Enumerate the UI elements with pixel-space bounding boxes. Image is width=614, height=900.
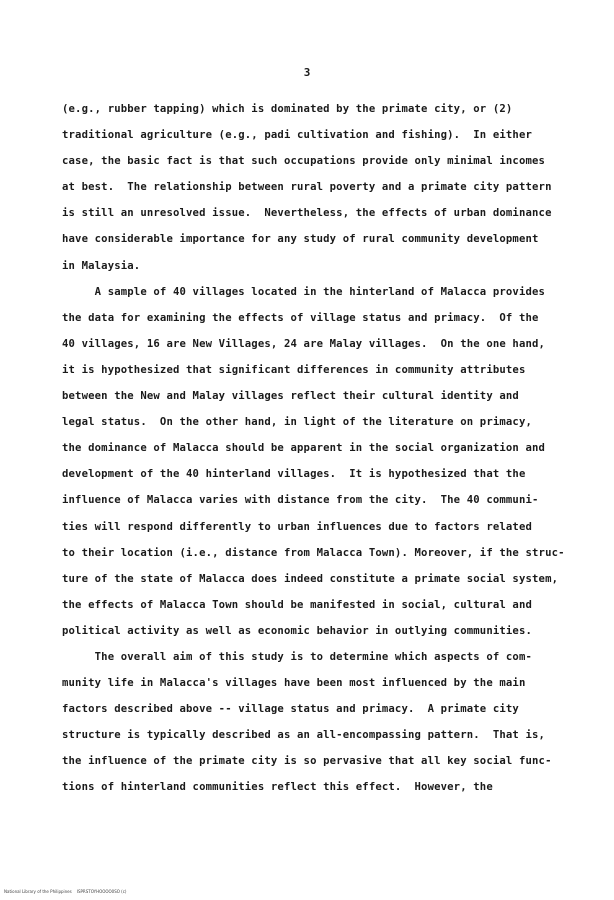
text-line: legal status. On the other hand, in light of the literature on primacy, bbox=[62, 416, 533, 429]
text-line: it is hypothesized that significant differences in community attributes bbox=[62, 363, 526, 376]
page-number: 3 bbox=[303, 66, 311, 79]
text-line: at best. The relationship between rural poverty and a primate city pattern bbox=[62, 181, 552, 194]
text-line: is still an unresolved issue. Nevertheless, the effects of urban dominance bbox=[62, 207, 552, 220]
text-line: the influence of the primate city is so pervasive that all key social func- bbox=[62, 755, 552, 768]
text-line: case, the basic fact is that such occupations provide only minimal incomes bbox=[62, 155, 546, 168]
text-line: between the New and Malay villages reflect their cultural identity and bbox=[62, 390, 519, 403]
text-line: political activity as well as economic behavior in outlying communities. bbox=[62, 624, 533, 637]
text-line: traditional agriculture (e.g., padi cultivation and fishing). In either bbox=[62, 129, 533, 142]
text-line: the dominance of Malacca should be apparent in the social organization and bbox=[62, 442, 546, 455]
text-line: have considerable importance for any study of rural community development bbox=[62, 233, 539, 246]
text-line: development of the 40 hinterland villages. It is hypothesized that the bbox=[62, 468, 526, 481]
text-line: munity life in Malacca's villages have been most influenced by the main bbox=[62, 677, 526, 690]
text-line: tions of hinterland communities reflect this effect. However, the bbox=[62, 781, 493, 794]
body-text bbox=[62, 96, 582, 801]
text-line: in Malaysia. bbox=[62, 259, 141, 272]
text-line: the data for examining the effects of village status and primacy. Of the bbox=[62, 311, 539, 324]
scan-footer-note: National Library of the Philippines ISPRSTOYHOOOO0SO (c) bbox=[4, 889, 127, 894]
text-line: (e.g., rubber tapping) which is dominated by the primate city, or (2) bbox=[62, 103, 513, 115]
text-line: influence of Malacca varies with distance from the city. The 40 communi- bbox=[62, 494, 539, 507]
text-line: structure is typically described as an all-encompassing pattern. That is, bbox=[62, 729, 546, 742]
text-line: The overall aim of this study is to determine which aspects of com- bbox=[62, 650, 533, 663]
text-line: A sample of 40 villages located in the hinterland of Malacca provides bbox=[62, 285, 546, 298]
text-line: ture of the state of Malacca does indeed constitute a primate social system, bbox=[62, 572, 559, 585]
text-line: factors described above -- village status and primacy. A primate city bbox=[62, 703, 519, 716]
text-line: 40 villages, 16 are New Villages, 24 are Malay villages. On the one hand, bbox=[62, 337, 546, 350]
text-line: to their location (i.e., distance from Malacca Town). Moreover, if the struc- bbox=[62, 546, 565, 559]
text-line: ties will respond differently to urban influences due to factors related bbox=[62, 520, 533, 533]
text-line: the effects of Malacca Town should be manifested in social, cultural and bbox=[62, 598, 533, 611]
